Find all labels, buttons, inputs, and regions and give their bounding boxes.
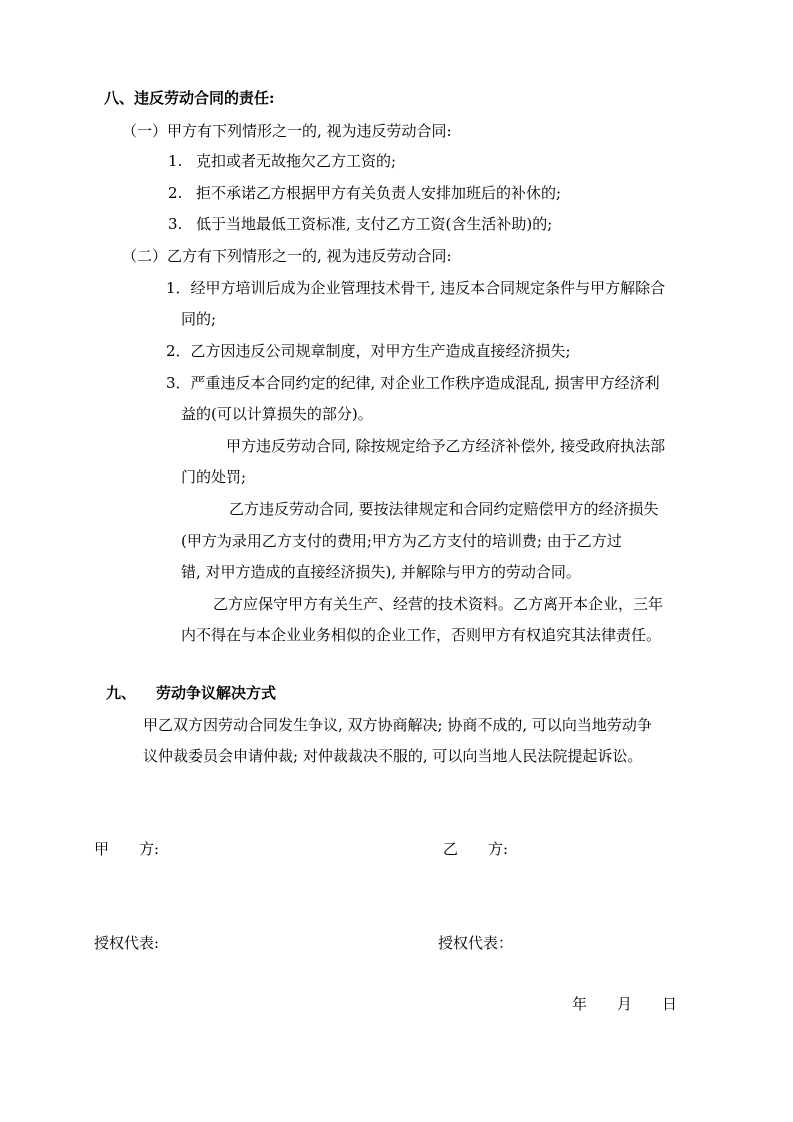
para-party-a-breach-cont: 门的处罚; (181, 468, 247, 486)
item-text: 克扣或者无故拖欠乙方工资的; (196, 152, 397, 170)
sub2-title: （二）乙方有下列情形之一的, 视为违反劳动合同: (122, 247, 452, 265)
item-number: 2. (168, 184, 183, 202)
section9-number: 九、 (106, 684, 137, 702)
item-number: 1. (168, 152, 183, 170)
item-number: 3． (166, 374, 191, 392)
para-confidentiality: 乙方应保守甲方有关生产、经营的技术资料。乙方离开本企业，三年 (213, 595, 664, 613)
party-b-representative-label: 授权代表： (438, 934, 514, 952)
item-text: 乙方因违反公司规章制度，对甲方生产造成直接经济损失; (190, 342, 571, 360)
item-text: 拒不承诺乙方根据甲方有关负责人安排加班后的补休的; (196, 184, 562, 202)
para-party-b-breach-cont1: (甲方为录用乙方支付的费用;甲方为乙方支付的培训费; 由于乙方过 (181, 532, 622, 550)
sub2-item-2 (166, 341, 571, 361)
section9-heading: 劳动争议解决方式 (156, 684, 277, 702)
item-number: 2． (166, 342, 191, 360)
item-text: 经甲方培训后成为企业管理技术骨干, 违反本合同规定条件与甲方解除合 (190, 279, 666, 297)
date-line: 年 月 日 (572, 995, 678, 1013)
item-text: 严重违反本合同约定的纪律, 对企业工作秩序造成混乱, 损害甲方经济利 (190, 374, 660, 392)
party-a-representative-label: 授权代表: (94, 934, 160, 952)
sub1-item-3 (168, 214, 552, 234)
para-party-a-breach: 甲方违反劳动合同, 除按规定给予乙方经济补偿外, 接受政府执法部 (226, 437, 666, 455)
para-party-b-breach-cont2: 错, 对甲方造成的直接经济损失), 并解除与甲方的劳动合同。 (181, 563, 581, 581)
party-b-label: 乙 方: (443, 840, 509, 858)
party-a-label: 甲 方: (94, 840, 160, 858)
item-text: 低于当地最低工资标准, 支付乙方工资(含生活补助)的; (196, 215, 553, 233)
para-party-b-breach: 乙方违反劳动合同, 要按法律规定和合同约定赔偿甲方的经济损失 (229, 500, 659, 518)
sub1-item-1 (168, 151, 396, 171)
sub1-title: （一）甲方有下列情形之一的, 视为违反劳动合同: (122, 122, 452, 140)
section9-text-cont: 议仲裁委员会申请仲裁; 对仲裁裁决不服的, 可以向当地人民法院提起诉讼。 (143, 747, 643, 765)
section9-text: 甲乙双方因劳动合同发生争议, 双方协商解决; 协商不成的, 可以向当地劳动争 (143, 716, 652, 734)
item-number: 3. (168, 215, 183, 233)
sub2-item-3 (166, 373, 660, 393)
sub2-item-1 (166, 278, 665, 298)
para-confidentiality-cont: 内不得在与本企业业务相似的企业工作，否则甲方有权追究其法律责任。 (181, 626, 662, 644)
sub1-item-2 (168, 183, 561, 203)
sub2-item-1-cont: 同的; (181, 310, 217, 328)
item-number: 1． (166, 279, 191, 297)
section8-heading: 八、违反劳动合同的责任: (104, 89, 275, 107)
sub2-item-3-cont: 益的(可以计算损失的部分)。 (181, 405, 373, 423)
